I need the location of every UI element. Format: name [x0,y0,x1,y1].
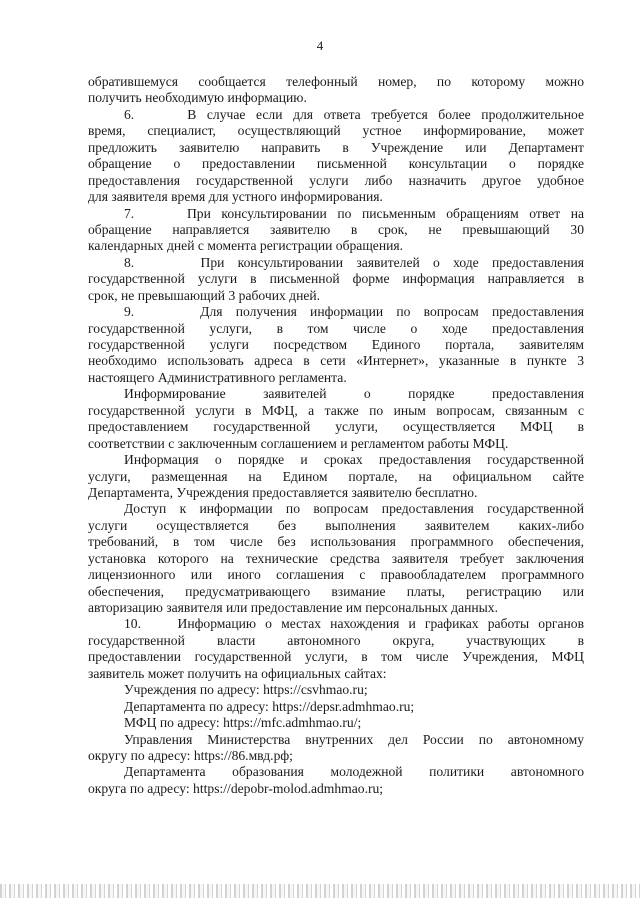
text-line: Департамента образования молодежной политики автономного [124,764,584,780]
text-line: получить необходимую информацию. [88,90,307,106]
text-line: необходимо использовать адреса в сети «Интернет», указанные в пункте 3 [88,353,584,369]
text-line: государственной услуги в письменной форме информация направляется в [88,271,584,287]
text-line: срок, не превышающий 3 рабочих дней. [88,287,321,303]
text-line: государственной услуги, в том числе о ходе предоставления [88,320,584,336]
text-line: округу по адресу: https://86.мвд.рф; [88,747,293,763]
text-line: календарных дней с момента регистрации обращения. [88,238,404,254]
text-line: 9. Для получения информации по вопросам предоставления [124,304,584,320]
text-line: услуги осуществляется без выполнения заявителем каких-либо [88,517,584,533]
text-line: государственной власти автономного округа, участвующих в [88,632,584,648]
text-line: требований, в том числе без использования программного обеспечения, [88,534,584,550]
text-line: государственной услуги посредством Единого портала, заявителям [88,337,584,352]
text-line: обращение о предоставлении письменной консультации о порядке [88,156,584,172]
text-line: обратившемуся сообщается телефонный номер, по которому можно [88,74,584,89]
text-line: лицензионного или иного соглашения с правообладателем программного [88,567,584,583]
page-number: 4 [316,38,324,53]
text-line: для заявителя время для устного информирования. [88,189,383,205]
text-line: 7. При консультировании по письменным обращениям ответ на [124,205,584,221]
text-line: настоящего Административного регламента. [88,369,347,385]
text-line: округа по адресу: https://depobr-molod.admhmao.ru; [88,780,384,796]
text-line: услуги, размещенная на Едином портале, на официальном сайте [88,468,584,484]
text-line: предложить заявителю направить в Учреждение или Департамент [88,139,584,155]
text-line: Информация о порядке и сроках предоставления государственной [124,452,584,468]
text-line: МФЦ по адресу: https://mfc.admhmao.ru/; [124,715,362,731]
text-line: 8. При консультировании заявителей о ходе предоставления [124,254,584,270]
document-body [88,74,584,797]
text-line: Департамента, Учреждения предоставляется заявителю бесплатно. [88,484,478,500]
text-line: Департамента по адресу: https://depsr.admhmao.ru; [124,698,415,714]
text-line: предоставлением государственной услуги, осуществляется МФЦ в [88,419,584,435]
scan-artifact-strip [0,884,640,898]
text-line: время, специалист, осуществляющий устное информирование, может [88,123,584,139]
text-line: Учреждения по адресу: https://csvhmao.ru; [124,682,368,698]
text-line: 10. Информацию о местах нахождения и графиках работы органов [124,616,584,632]
text-line: заявитель может получить на официальных сайтах: [88,665,387,681]
text-line: установка которого на технические средства заявителя требует заключения [88,550,584,566]
text-line: Информирование заявителей о порядке предоставления [124,386,584,402]
text-line: государственной услуги в МФЦ, а также по иным вопросам, связанным с [88,402,584,418]
text-line: предоставления государственной услуги либо назначить другое удобное [88,172,584,188]
text-line: соответствии с заключенным соглашением и регламентом работы МФЦ. [88,435,509,451]
text-line: предоставлении государственной услуги, в том числе Учреждения, МФЦ [88,649,584,665]
text-line: Управления Министерства внутренних дел России по автономному [124,731,584,747]
text-line: 6. В случае если для ответа требуется более продолжительное [124,106,584,122]
text-line: обеспечения, предусматривающего взимание платы, регистрацию или [88,583,584,599]
text-line: авторизацию заявителя или предоставление им персональных данных. [88,600,498,615]
text-line: Доступ к информации по вопросам предоставления государственной [124,501,584,517]
text-line: обращение направляется заявителю в срок, не превышающий 30 [88,221,584,237]
